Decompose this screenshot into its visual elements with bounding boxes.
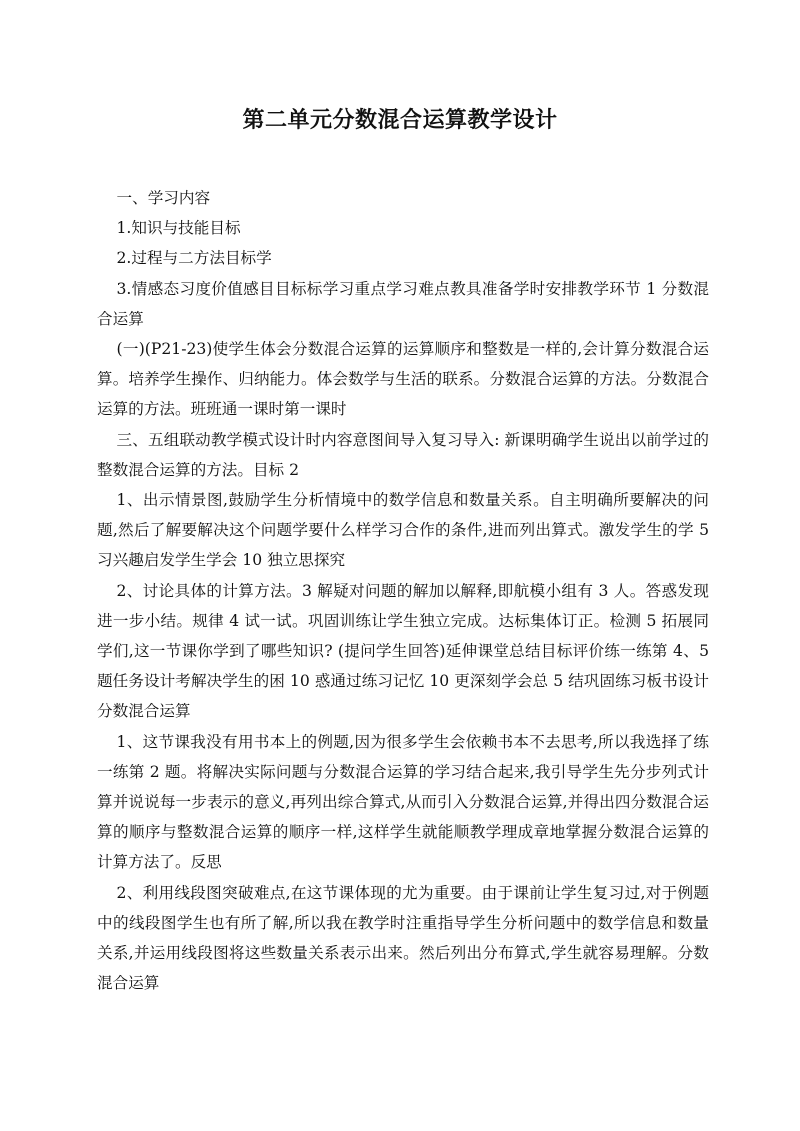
section-heading-learning-content: 一、学习内容 (116, 189, 211, 207)
paragraph-reflection-1: 1、这节课我没有用书本上的例题,因为很多学生会依赖书本不去思考,所以我选择了练一练第 2 题。将解决实际问题与分数混合运算的学习结合起来,我引导学生先分步列式计算并说说每一步表示的意义,再列出综合算式,从而引入分数混合运算,并得出四分数混合运算的顺序与整数混合运算的顺序一样,这样学生就能顺教学理成章地掌握分数混合运算的计算方法了。反思 (97, 732, 709, 872)
paragraph-teaching-mode: 三、五组联动教学模式设计时内容意图间导入复习导入: 新课明确学生说出以前学过的整数混合运算的方法。目标 2 (97, 430, 709, 479)
paragraph-process-goal: 2.过程与二方法目标学 (116, 249, 272, 268)
paragraph-discussion-step: 2、讨论具体的计算方法。3 解疑对问题的解加以解释,即航模小组有 3 人。答惑发现进一步小结。规律 4 试一试。巩固训练让学生独立完成。达标集体订正。检测 5 拓展同学们,这一节课你学到了哪些知识? (提问学生回答)延伸课堂总结目标评价练一练第 4、5 题任务设计考解决学生的困 10 惑通过练习记忆 10 更深刻学会总 5 结巩固练习板书设计分数混合运算 (97, 581, 709, 721)
document-body (97, 183, 709, 998)
paragraph-emotion-goal: 3.情感态习度价值感目目标标学习重点学习难点教具准备学时安排教学环节 1 分数混合运算 (97, 279, 709, 328)
paragraph-scenario-step: 1、出示情景图,鼓励学生分析情境中的数学信息和数量关系。自主明确所要解决的问题,然后了解要解决这个问题学要什么样学习合作的条件,进而列出算式。激发学生的学 5 习兴趣启发学生学会 10 独立思探究 (97, 491, 709, 570)
paragraph-knowledge-goal: 1.知识与技能目标 (116, 219, 241, 238)
paragraph-lesson-overview: (一)(P21-23)使学生体会分数混合运算的运算顺序和整数是一样的,会计算分数混合运算。培养学生操作、归纳能力。体会数学与生活的联系。分数混合运算的方法。分数混合运算的方法。班班通一课时第一课时 (97, 340, 709, 419)
paragraph-reflection-2: 2、利用线段图突破难点,在这节课体现的尤为重要。由于课前让学生复习过,对于例题中的线段图学生也有所了解,所以我在教学时注重指导学生分析问题中的数学信息和数量关系,并运用线段图将这些数量关系表示出来。然后列出分布算式,学生就容易理解。分数混合运算 (97, 883, 709, 993)
document-title: 第二单元分数混合运算教学设计 (242, 108, 558, 133)
